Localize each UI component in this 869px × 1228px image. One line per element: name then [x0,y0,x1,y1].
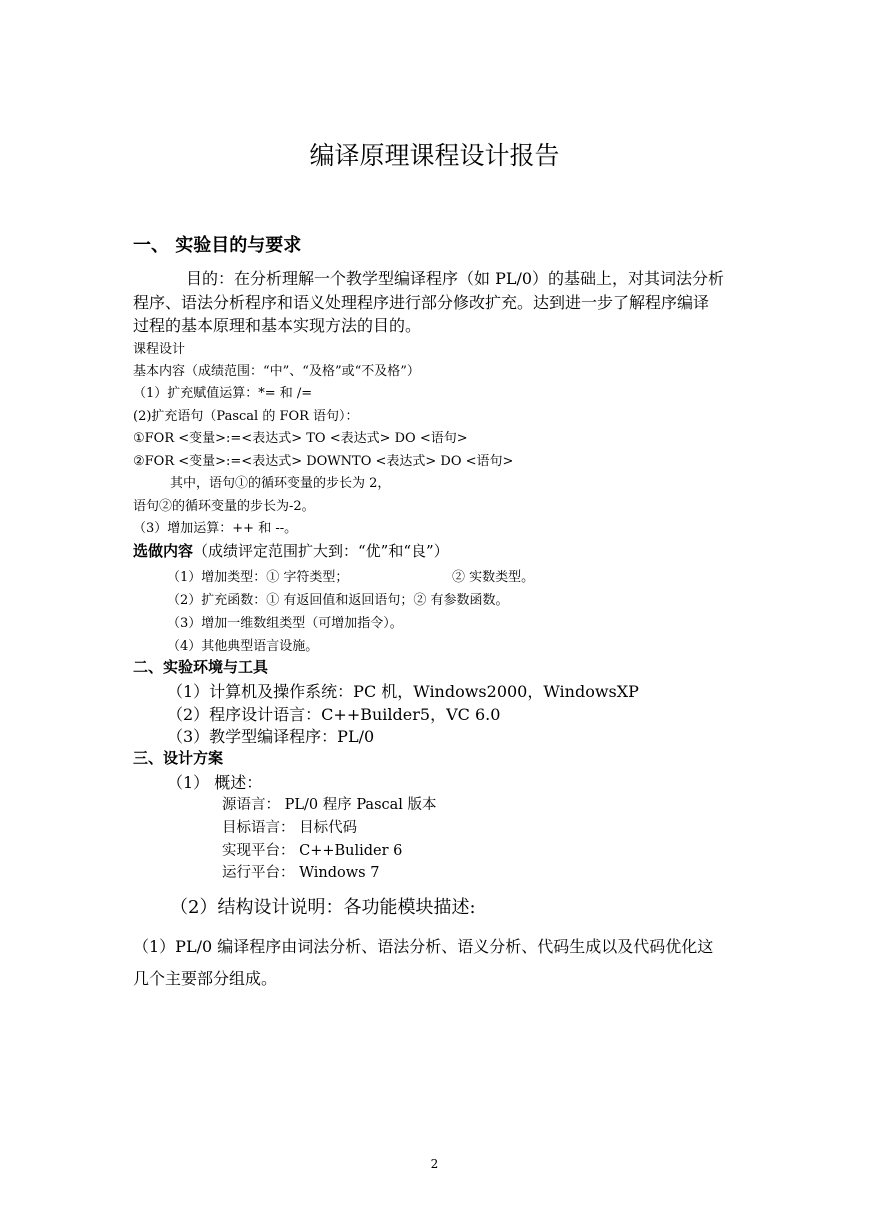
optional-item-4: （4）其他典型语言设施。 [167,639,319,654]
env-item-1: （1）计算机及操作系统：PC 机，Windows2000，WindowsXP [167,682,639,701]
optional-content-label: 选做内容 [133,542,194,560]
optional-item-1a: （1）增加类型：① 字符类型； [167,570,349,585]
basic-content-label: 基本内容（成绩范围：“中”、“及格”或“不及格”） [133,364,420,379]
optional-item-1b: ② 实数类型。 [452,570,535,585]
optional-content-line [133,540,449,561]
structure-paragraph-line-2: 几个主要部分组成。 [133,969,278,988]
purpose-line-2: 程序、语法分析程序和语义处理程序进行部分修改扩充。达到进一步了解程序编译 [133,293,710,312]
section1-heading: 一、 实验目的与要求 [133,235,302,256]
overview-label: （1） 概述： [167,773,263,792]
env-item-3: （3）教学型编译程序：PL/0 [167,727,375,746]
optional-content-range: （成绩评定范围扩大到：“优”和“良”） [193,542,449,560]
step-note-2: 语句②的循环变量的步长为-2。 [133,499,315,514]
page-number: 2 [430,1157,439,1171]
section3-heading: 三、设计方案 [133,749,224,767]
structure-paragraph-line-1: （1）PL/0 编译程序由词法分析、语法分析、语义分析、代码生成以及代码优化这 [133,937,714,956]
source-language: 源语言： PL/0 程序 Pascal 版本 [222,797,437,813]
purpose-line-1: 目的：在分析理解一个教学型编译程序（如 PL/0）的基础上，对其词法分析 [186,269,725,288]
runtime-platform: 运行平台： Windows 7 [222,865,380,881]
for-statement-2: ②FOR <变量>:=<表达式> DOWNTO <表达式> DO <语句> [133,454,514,469]
implementation-platform: 实现平台： C++Bulider 6 [222,843,403,859]
basic-item-1: （1）扩充赋值运算：*= 和 /= [133,386,313,401]
target-language: 目标语言： 目标代码 [222,820,358,836]
env-item-2: （2）程序设计语言：C++Builder5，VC 6.0 [167,705,501,724]
document-title: 编译原理课程设计报告 [309,141,560,170]
basic-item-2: (2)扩充语句（Pascal 的 FOR 语句）： [133,409,359,424]
course-design-label: 课程设计 [133,342,186,357]
for-statement-1: ①FOR <变量>:=<表达式> TO <表达式> DO <语句> [133,431,468,446]
optional-item-2: （2）扩充函数：① 有返回值和返回语句；② 有参数函数。 [167,593,509,608]
structure-design-heading: （2）结构设计说明：各功能模块描述: [170,897,476,918]
section2-heading: 二、实验环境与工具 [133,658,269,676]
optional-item-3: （3）增加一维数组类型（可增加指令）。 [167,616,403,631]
step-note-1: 其中，语句①的循环变量的步长为 2， [170,476,391,491]
basic-item-3: （3）增加运算：++ 和 --。 [133,521,298,536]
purpose-line-3: 过程的基本原理和基本实现方法的目的。 [133,316,422,335]
